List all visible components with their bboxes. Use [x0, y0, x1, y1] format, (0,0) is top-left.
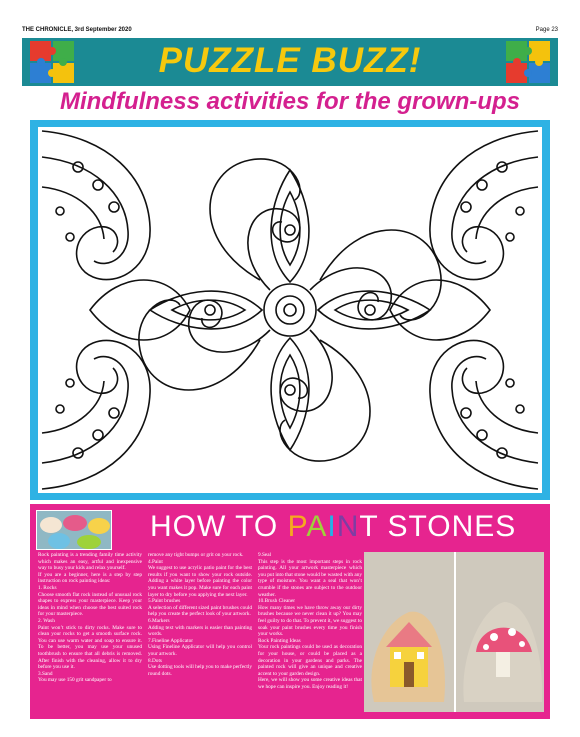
article-column-1 [38, 552, 142, 684]
paragraph: 2. Wash [38, 617, 55, 624]
paragraph: Use dotting tools will help you to make perfectly round dots. [148, 664, 252, 677]
page-subtitle: Mindfulness activities for the grown-ups [59, 88, 521, 115]
paragraph: 5.Paint brushes [148, 598, 181, 605]
paragraph: remove any tight bumps or grit on your rock. [148, 552, 244, 558]
paragraph: Paint won’t stick to dirty rocks. Make sure to clean your rocks to get a smooth surface rock. You can use warm water and soap to ensure it. To be better, you may use your unused toothbrush to ensure that all debris is removed. After finish with the cleaning, allow it to dry before you use it. [38, 624, 142, 671]
paragraph: Rock painting is a trending family time activity which makes an easy, artful and inexpensive way to busy your kids and relax yourself. [38, 552, 142, 572]
paragraph: 3.Sand [38, 670, 53, 677]
paragraph: Here, we will show you some creative ideas that we hope can inspire you. Enjoy reading it! [258, 677, 362, 690]
paragraph: If you are a beginner, here is a step by step instruction on rock painting ideas: [38, 571, 142, 585]
paragraph: 6.Markers [148, 617, 170, 624]
paragraph: Choose smooth flat rock instead of unusual rock shapes to express your masterpiece. Keep your ideas in mind when choose the best suited rock for your masterpiece. [38, 591, 142, 618]
coloring-frame [30, 120, 550, 500]
article-column-2 [148, 552, 252, 677]
title-banner [22, 38, 558, 86]
paragraph: Using Fineline Applicator will help you control your artwork. [148, 644, 252, 657]
article-title [150, 510, 516, 544]
page-number: Page 23 [535, 27, 558, 33]
article-column-3 [258, 552, 362, 690]
paragraph: 9.Seal [258, 552, 272, 558]
paragraph: Adding text with markers is easier than painting words. [148, 624, 252, 638]
article-body [38, 552, 363, 716]
puzzle-icon-right [506, 41, 550, 83]
painted-rocks-photo [364, 552, 544, 712]
article-title-letter-p: P [287, 510, 307, 543]
article-title-part-2: T STONES [359, 510, 517, 543]
paragraph: Your rock paintings could be used as decoration for your house, or could be placed as a decoration in your gardens and parks. The painted rock will give an unique and creative accent to your garden design. [258, 644, 362, 677]
article-title-letter-i: I [327, 510, 337, 543]
paragraph: 1. Rocks [38, 584, 57, 591]
mandala-drawing [38, 127, 542, 493]
article-title-letter-n: N [336, 510, 360, 543]
painted-stones-thumbnail [36, 510, 112, 550]
paragraph: 10.Brush Cleaner [258, 598, 296, 605]
paragraph: 8.Dots [148, 657, 162, 664]
paragraph: How many times we have throw away our dirty brushes because we never clean it up? You may feel guilty to do that. To prevent it, we suggest to soak your paint brushes every time you finish your works. [258, 604, 362, 638]
paragraph: 7.Fineline Applicator [148, 637, 194, 644]
paragraph: Rock Painting Ideas [258, 637, 301, 644]
article-panel [30, 504, 550, 719]
paragraph: You may use 150 grit sandpaper to [38, 677, 112, 684]
publication-line: THE CHRONICLE, 3rd September 2020 [22, 27, 132, 33]
page-header [22, 27, 558, 37]
coloring-page-artwork [38, 127, 542, 493]
paragraph: This step is the most important steps in rock painting. All your artwork masterpiece which you put into that stone would be wasted with any type of moisture. You want a seal that won’t crumble if the stones are subject to the outdoor weather. [258, 558, 363, 598]
paragraph: 4.Paint [148, 558, 163, 565]
banner-title: PUZZLE BUZZ! [158, 41, 422, 80]
paragraph: We suggest to use acrylic patio paint for the best results if you want to show your rock outside. Adding a white layer before painting the color you want makes it pop. Make sure for each paint layer to dry before you applying the next layer. [148, 565, 252, 598]
paragraph: A selection of different sized paint brushes could help you create the perfect look of your artwork. [148, 604, 252, 618]
article-title-part-1: HOW TO [150, 510, 288, 543]
article-title-letter-a: A [306, 510, 328, 543]
